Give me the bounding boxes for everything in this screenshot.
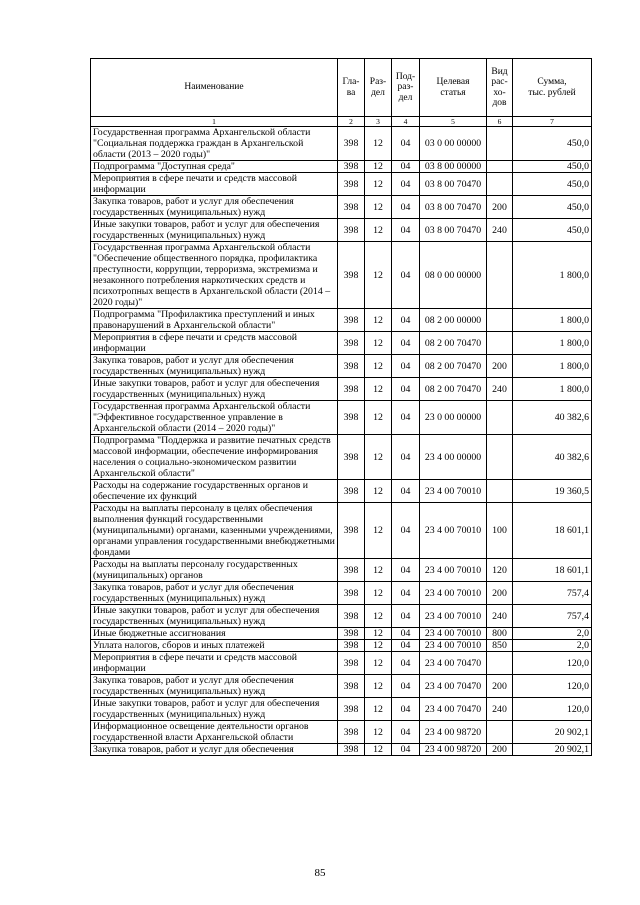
cell-name: Государственная программа Архангельской области "Обеспечение общественного порядка, профилактика преступности, коррупции, терроризма, экстремизма и незаконного потребления наркотических средств и психотропных веществ в Архангельской области (2014 – 2020 годы)": [91, 242, 338, 309]
cell-target-article: 23 4 00 70010: [420, 480, 487, 503]
cell-target-article: 08 0 00 00000: [420, 242, 487, 309]
column-number: 7: [513, 117, 592, 127]
cell-target-article: 23 4 00 70010: [420, 582, 487, 605]
cell-name: Закупка товаров, работ и услуг для обеспечения государственных (муниципальных) нужд: [91, 355, 338, 378]
cell-target-article: 23 4 00 70010: [420, 503, 487, 559]
table-row: [91, 559, 592, 582]
cell-name: Иные закупки товаров, работ и услуг для обеспечения государственных (муниципальных) нужд: [91, 378, 338, 401]
cell-expense-type: [487, 721, 513, 744]
column-number-row: [91, 117, 592, 127]
cell-podrazdel: 04: [392, 378, 420, 401]
cell-razdel: 12: [365, 173, 392, 196]
cell-target-article: 23 4 00 70470: [420, 652, 487, 675]
cell-razdel: 12: [365, 582, 392, 605]
cell-target-article: 23 4 00 70010: [420, 640, 487, 652]
cell-glava: 398: [338, 744, 365, 756]
cell-expense-type: 200: [487, 675, 513, 698]
cell-glava: 398: [338, 480, 365, 503]
cell-podrazdel: 04: [392, 605, 420, 628]
cell-expense-type: [487, 401, 513, 435]
budget-table: [90, 58, 592, 756]
cell-glava: 398: [338, 196, 365, 219]
cell-razdel: 12: [365, 605, 392, 628]
table-row: [91, 309, 592, 332]
cell-amount: 40 382,6: [513, 435, 592, 480]
cell-razdel: 12: [365, 242, 392, 309]
cell-glava: 398: [338, 435, 365, 480]
header-razdel: Раз- дел: [365, 59, 392, 117]
cell-target-article: 23 4 00 70010: [420, 605, 487, 628]
table-row: [91, 675, 592, 698]
cell-target-article: 03 8 00 70470: [420, 196, 487, 219]
cell-name: Подпрограмма "Поддержка и развитие печатных средств массовой информации, обеспечение информирования населения о социально-экономическом развитии Архангельской области": [91, 435, 338, 480]
cell-expense-type: [487, 242, 513, 309]
table-row: [91, 628, 592, 640]
header-glava: Гла- ва: [338, 59, 365, 117]
cell-name: Информационное освещение деятельности органов государственной власти Архангельской области: [91, 721, 338, 744]
cell-podrazdel: 04: [392, 127, 420, 161]
cell-name: Подпрограмма "Профилактика преступлений и иных правонарушений в Архангельской области": [91, 309, 338, 332]
cell-target-article: 23 0 00 00000: [420, 401, 487, 435]
table-row: [91, 480, 592, 503]
cell-podrazdel: 04: [392, 628, 420, 640]
cell-target-article: 03 8 00 00000: [420, 161, 487, 173]
cell-podrazdel: 04: [392, 652, 420, 675]
table-row: [91, 744, 592, 756]
cell-glava: 398: [338, 161, 365, 173]
cell-expense-type: 240: [487, 378, 513, 401]
cell-podrazdel: 04: [392, 332, 420, 355]
cell-amount: 120,0: [513, 675, 592, 698]
table-body: [91, 127, 592, 756]
cell-glava: 398: [338, 309, 365, 332]
cell-podrazdel: 04: [392, 503, 420, 559]
cell-name: Мероприятия в сфере печати и средств массовой информации: [91, 332, 338, 355]
cell-razdel: 12: [365, 480, 392, 503]
cell-razdel: 12: [365, 559, 392, 582]
cell-razdel: 12: [365, 332, 392, 355]
cell-amount: 757,4: [513, 605, 592, 628]
cell-amount: 450,0: [513, 127, 592, 161]
cell-amount: 20 902,1: [513, 721, 592, 744]
cell-expense-type: [487, 332, 513, 355]
cell-razdel: 12: [365, 378, 392, 401]
page-number: 85: [314, 867, 326, 879]
cell-name: Иные бюджетные ассигнования: [91, 628, 338, 640]
cell-target-article: 23 4 00 70010: [420, 628, 487, 640]
cell-glava: 398: [338, 242, 365, 309]
column-number: 4: [392, 117, 420, 127]
cell-expense-type: 120: [487, 559, 513, 582]
cell-expense-type: [487, 652, 513, 675]
table-header: [91, 59, 592, 127]
cell-expense-type: [487, 127, 513, 161]
cell-glava: 398: [338, 698, 365, 721]
cell-target-article: 08 2 00 70470: [420, 332, 487, 355]
cell-target-article: 03 8 00 70470: [420, 219, 487, 242]
cell-amount: 19 360,5: [513, 480, 592, 503]
cell-razdel: 12: [365, 161, 392, 173]
cell-glava: 398: [338, 628, 365, 640]
column-number: 5: [420, 117, 487, 127]
cell-amount: 1 800,0: [513, 242, 592, 309]
table-row: [91, 219, 592, 242]
cell-name: Государственная программа Архангельской области "Социальная поддержка граждан в Архангельской области (2013 – 2020 годы)": [91, 127, 338, 161]
cell-target-article: 23 4 00 70470: [420, 675, 487, 698]
cell-target-article: 23 4 00 98720: [420, 744, 487, 756]
cell-name: Закупка товаров, работ и услуг для обеспечения: [91, 744, 338, 756]
cell-target-article: 08 2 00 70470: [420, 378, 487, 401]
table-row: [91, 161, 592, 173]
cell-amount: 450,0: [513, 196, 592, 219]
cell-glava: 398: [338, 355, 365, 378]
header-name: Наименование: [91, 59, 338, 117]
cell-name: Иные закупки товаров, работ и услуг для обеспечения государственных (муниципальных) нужд: [91, 219, 338, 242]
column-number: 1: [91, 117, 338, 127]
cell-razdel: 12: [365, 435, 392, 480]
cell-amount: 120,0: [513, 652, 592, 675]
cell-glava: 398: [338, 640, 365, 652]
cell-podrazdel: 04: [392, 242, 420, 309]
cell-glava: 398: [338, 378, 365, 401]
table-row: [91, 582, 592, 605]
cell-podrazdel: 04: [392, 480, 420, 503]
table-row: [91, 605, 592, 628]
cell-expense-type: 100: [487, 503, 513, 559]
cell-target-article: 23 4 00 70010: [420, 559, 487, 582]
cell-expense-type: 240: [487, 605, 513, 628]
cell-podrazdel: 04: [392, 173, 420, 196]
cell-podrazdel: 04: [392, 721, 420, 744]
table-row: [91, 196, 592, 219]
cell-name: Иные закупки товаров, работ и услуг для обеспечения государственных (муниципальных) нужд: [91, 605, 338, 628]
cell-podrazdel: 04: [392, 675, 420, 698]
header-row: [91, 59, 592, 117]
cell-amount: 450,0: [513, 219, 592, 242]
header-amount: Сумма, тыс. рублей: [513, 59, 592, 117]
cell-name: Государственная программа Архангельской области "Эффективное государственное управление в Архангельской области (2014 – 2020 годы)": [91, 401, 338, 435]
table-row: [91, 698, 592, 721]
cell-name: Мероприятия в сфере печати и средств массовой информации: [91, 652, 338, 675]
cell-podrazdel: 04: [392, 435, 420, 480]
cell-razdel: 12: [365, 503, 392, 559]
cell-razdel: 12: [365, 219, 392, 242]
cell-name: Уплата налогов, сборов и иных платежей: [91, 640, 338, 652]
cell-expense-type: 200: [487, 196, 513, 219]
table-row: [91, 127, 592, 161]
cell-podrazdel: 04: [392, 640, 420, 652]
table-row: [91, 435, 592, 480]
column-number: 6: [487, 117, 513, 127]
cell-podrazdel: 04: [392, 196, 420, 219]
table-row: [91, 652, 592, 675]
cell-glava: 398: [338, 219, 365, 242]
cell-razdel: 12: [365, 640, 392, 652]
cell-target-article: 03 0 00 00000: [420, 127, 487, 161]
cell-razdel: 12: [365, 355, 392, 378]
cell-target-article: 08 2 00 00000: [420, 309, 487, 332]
cell-amount: 1 800,0: [513, 378, 592, 401]
cell-razdel: 12: [365, 698, 392, 721]
cell-target-article: 08 2 00 70470: [420, 355, 487, 378]
cell-name: Расходы на выплаты персоналу государственных (муниципальных) органов: [91, 559, 338, 582]
cell-podrazdel: 04: [392, 401, 420, 435]
cell-target-article: 23 4 00 98720: [420, 721, 487, 744]
cell-name: Подпрограмма "Доступная среда": [91, 161, 338, 173]
cell-target-article: 23 4 00 70470: [420, 698, 487, 721]
cell-amount: 120,0: [513, 698, 592, 721]
header-expense-type: Вид рас- хо- дов: [487, 59, 513, 117]
cell-glava: 398: [338, 605, 365, 628]
cell-expense-type: [487, 173, 513, 196]
cell-amount: 1 800,0: [513, 332, 592, 355]
cell-expense-type: 200: [487, 355, 513, 378]
cell-amount: 18 601,1: [513, 503, 592, 559]
table-row: [91, 640, 592, 652]
cell-name: Закупка товаров, работ и услуг для обеспечения государственных (муниципальных) нужд: [91, 675, 338, 698]
cell-glava: 398: [338, 332, 365, 355]
cell-amount: 2,0: [513, 640, 592, 652]
cell-expense-type: [487, 480, 513, 503]
cell-expense-type: 240: [487, 698, 513, 721]
column-number: 2: [338, 117, 365, 127]
cell-podrazdel: 04: [392, 559, 420, 582]
cell-razdel: 12: [365, 628, 392, 640]
cell-podrazdel: 04: [392, 309, 420, 332]
cell-glava: 398: [338, 173, 365, 196]
cell-podrazdel: 04: [392, 161, 420, 173]
cell-amount: 757,4: [513, 582, 592, 605]
cell-razdel: 12: [365, 652, 392, 675]
cell-amount: 450,0: [513, 161, 592, 173]
table-row: [91, 721, 592, 744]
cell-name: Расходы на содержание государственных органов и обеспечение их функций: [91, 480, 338, 503]
cell-name: Закупка товаров, работ и услуг для обеспечения государственных (муниципальных) нужд: [91, 196, 338, 219]
cell-target-article: 03 8 00 70470: [420, 173, 487, 196]
cell-name: Закупка товаров, работ и услуг для обеспечения государственных (муниципальных) нужд: [91, 582, 338, 605]
cell-glava: 398: [338, 401, 365, 435]
cell-razdel: 12: [365, 744, 392, 756]
cell-expense-type: 800: [487, 628, 513, 640]
cell-amount: 1 800,0: [513, 355, 592, 378]
table-row: [91, 401, 592, 435]
cell-glava: 398: [338, 127, 365, 161]
cell-name: Иные закупки товаров, работ и услуг для обеспечения государственных (муниципальных) нужд: [91, 698, 338, 721]
cell-name: Мероприятия в сфере печати и средств массовой информации: [91, 173, 338, 196]
header-target-article: Целевая статья: [420, 59, 487, 117]
cell-glava: 398: [338, 559, 365, 582]
cell-podrazdel: 04: [392, 582, 420, 605]
cell-amount: 20 902,1: [513, 744, 592, 756]
cell-expense-type: [487, 161, 513, 173]
cell-razdel: 12: [365, 127, 392, 161]
cell-amount: 2,0: [513, 628, 592, 640]
cell-amount: 450,0: [513, 173, 592, 196]
cell-name: Расходы на выплаты персоналу в целях обеспечения выполнения функций государственными (муниципальными) органами, казенными учреждениями, органами управления государственными внебюджетными фондами: [91, 503, 338, 559]
cell-razdel: 12: [365, 401, 392, 435]
cell-razdel: 12: [365, 721, 392, 744]
cell-expense-type: 200: [487, 582, 513, 605]
cell-glava: 398: [338, 503, 365, 559]
cell-podrazdel: 04: [392, 219, 420, 242]
cell-razdel: 12: [365, 675, 392, 698]
cell-expense-type: [487, 435, 513, 480]
cell-glava: 398: [338, 582, 365, 605]
table-row: [91, 355, 592, 378]
cell-podrazdel: 04: [392, 355, 420, 378]
cell-razdel: 12: [365, 196, 392, 219]
cell-podrazdel: 04: [392, 744, 420, 756]
table-row: [91, 173, 592, 196]
cell-expense-type: 850: [487, 640, 513, 652]
cell-glava: 398: [338, 721, 365, 744]
cell-amount: 1 800,0: [513, 309, 592, 332]
cell-expense-type: [487, 309, 513, 332]
cell-amount: 18 601,1: [513, 559, 592, 582]
header-podrazdel: Под- раз- дел: [392, 59, 420, 117]
cell-glava: 398: [338, 652, 365, 675]
cell-glava: 398: [338, 675, 365, 698]
cell-razdel: 12: [365, 309, 392, 332]
cell-target-article: 23 4 00 00000: [420, 435, 487, 480]
table-row: [91, 503, 592, 559]
cell-expense-type: 200: [487, 744, 513, 756]
cell-expense-type: 240: [487, 219, 513, 242]
column-number: 3: [365, 117, 392, 127]
cell-podrazdel: 04: [392, 698, 420, 721]
table-row: [91, 378, 592, 401]
table-row: [91, 242, 592, 309]
table-row: [91, 332, 592, 355]
cell-amount: 40 382,6: [513, 401, 592, 435]
